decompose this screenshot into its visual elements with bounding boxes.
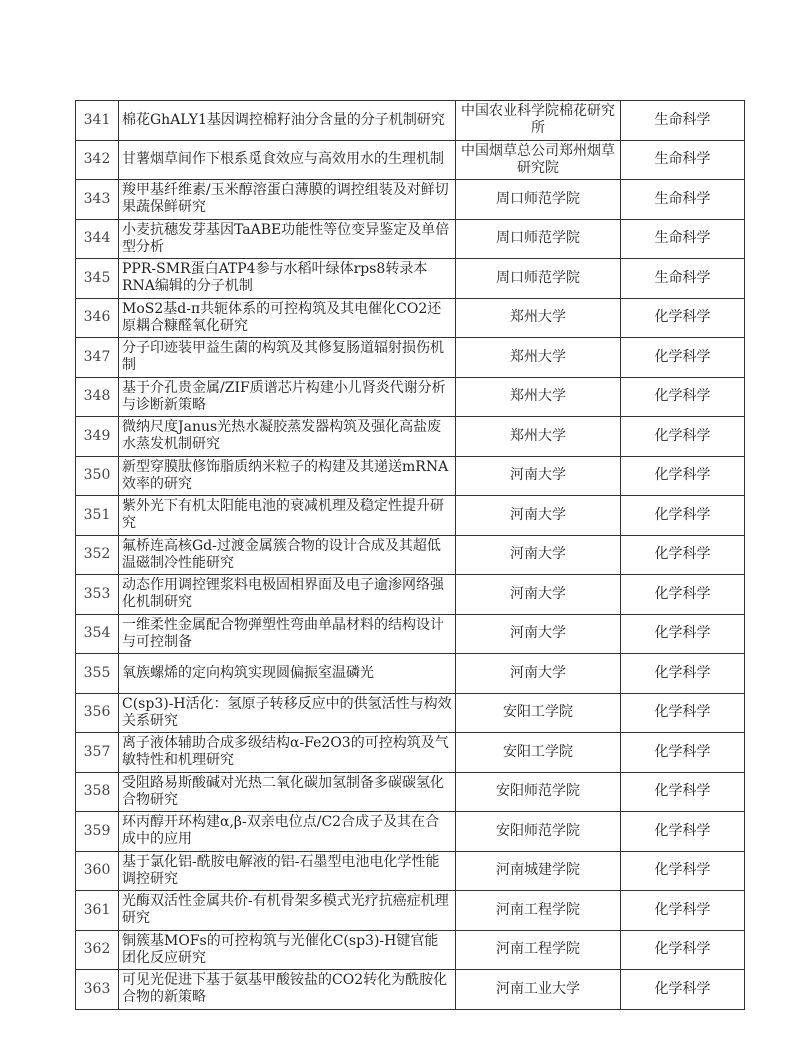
institution: 周口师范学院 (456, 180, 621, 220)
row-number: 347 (76, 338, 119, 378)
institution: 周口师范学院 (456, 259, 621, 299)
project-title: 甘薯烟草间作下根系觅食效应与高效用水的生理机制 (119, 140, 456, 180)
row-number: 360 (76, 851, 119, 891)
project-title: PPR-SMR蛋白ATP4参与水稻叶绿体rps8转录本RNA编辑的分子机制 (119, 259, 456, 299)
institution: 河南工业大学 (456, 970, 621, 1010)
discipline: 化学科学 (621, 338, 745, 378)
table-row (76, 733, 745, 773)
discipline: 化学科学 (621, 772, 745, 812)
table-row (76, 930, 745, 970)
discipline: 生命科学 (621, 140, 745, 180)
institution: 郑州大学 (456, 298, 621, 338)
discipline: 化学科学 (621, 693, 745, 733)
table-row (76, 377, 745, 417)
institution: 河南工程学院 (456, 891, 621, 931)
project-title: 一维柔性金属配合物弹塑性弯曲单晶材料的结构设计与可控制备 (119, 614, 456, 654)
table-body (76, 101, 745, 1010)
institution: 郑州大学 (456, 377, 621, 417)
table-row (76, 417, 745, 457)
row-number: 342 (76, 140, 119, 180)
discipline: 化学科学 (621, 733, 745, 773)
discipline: 生命科学 (621, 180, 745, 220)
row-number: 346 (76, 298, 119, 338)
institution: 中国烟草总公司郑州烟草研究院 (456, 140, 621, 180)
discipline: 化学科学 (621, 535, 745, 575)
row-number: 361 (76, 891, 119, 931)
row-number: 341 (76, 101, 119, 141)
institution: 中国农业科学院棉花研究所 (456, 101, 621, 141)
row-number: 352 (76, 535, 119, 575)
table-row (76, 891, 745, 931)
project-title: 棉花GhALY1基因调控棉籽油分含量的分子机制研究 (119, 101, 456, 141)
project-title: C(sp3)-H活化：氢原子转移反应中的供氢活性与构效关系研究 (119, 693, 456, 733)
project-title: 基于介孔贵金属/ZIF质谱芯片构建小儿肾炎代谢分析与诊断新策略 (119, 377, 456, 417)
discipline: 化学科学 (621, 851, 745, 891)
discipline: 化学科学 (621, 614, 745, 654)
institution: 河南工程学院 (456, 930, 621, 970)
table-row (76, 338, 745, 378)
project-title: 受阻路易斯酸碱对光热二氧化碳加氢制备多碳碳氢化合物研究 (119, 772, 456, 812)
project-title: 铜簇基MOFs的可控构筑与光催化C(sp3)-H键官能团化反应研究 (119, 930, 456, 970)
table-row (76, 298, 745, 338)
table-row (76, 654, 745, 694)
row-number: 359 (76, 812, 119, 852)
row-number: 354 (76, 614, 119, 654)
table-row (76, 180, 745, 220)
discipline: 生命科学 (621, 259, 745, 299)
project-title: 紫外光下有机太阳能电池的衰减机理及稳定性提升研究 (119, 496, 456, 536)
row-number: 350 (76, 456, 119, 496)
institution: 郑州大学 (456, 338, 621, 378)
project-title: 分子印迹装甲益生菌的构筑及其修复肠道辐射损伤机制 (119, 338, 456, 378)
table-row (76, 496, 745, 536)
discipline: 化学科学 (621, 496, 745, 536)
project-title: 基于氯化铝-酰胺电解液的铝-石墨型电池电化学性能调控研究 (119, 851, 456, 891)
table-row (76, 614, 745, 654)
table-row (76, 575, 745, 615)
institution: 河南大学 (456, 654, 621, 694)
discipline: 生命科学 (621, 219, 745, 259)
row-number: 348 (76, 377, 119, 417)
table-row (76, 259, 745, 299)
project-title: 微纳尺度Janus光热水凝胶蒸发器构筑及强化高盐废水蒸发机制研究 (119, 417, 456, 457)
discipline: 化学科学 (621, 930, 745, 970)
institution: 河南城建学院 (456, 851, 621, 891)
discipline: 化学科学 (621, 575, 745, 615)
table-row (76, 772, 745, 812)
table-row (76, 535, 745, 575)
table-row (76, 140, 745, 180)
institution: 河南大学 (456, 575, 621, 615)
institution: 安阳工学院 (456, 693, 621, 733)
discipline: 生命科学 (621, 101, 745, 141)
table-row (76, 693, 745, 733)
project-title: 新型穿膜肽修饰脂质纳米粒子的构建及其递送mRNA效率的研究 (119, 456, 456, 496)
table-row (76, 812, 745, 852)
table-row (76, 456, 745, 496)
discipline: 化学科学 (621, 812, 745, 852)
project-title: 羧甲基纤维素/玉米醇溶蛋白薄膜的调控组装及对鲜切果蔬保鲜研究 (119, 180, 456, 220)
table-row (76, 219, 745, 259)
discipline: 化学科学 (621, 417, 745, 457)
row-number: 344 (76, 219, 119, 259)
row-number: 355 (76, 654, 119, 694)
project-title: 可见光促进下基于氨基甲酸铵盐的CO2转化为酰胺化合物的新策略 (119, 970, 456, 1010)
row-number: 345 (76, 259, 119, 299)
project-title: 氟桥连高核Gd-过渡金属簇合物的设计合成及其超低温磁制冷性能研究 (119, 535, 456, 575)
project-title: 光酶双活性金属共价-有机骨架多模式光疗抗癌症机理研究 (119, 891, 456, 931)
discipline: 化学科学 (621, 456, 745, 496)
row-number: 353 (76, 575, 119, 615)
institution: 安阳师范学院 (456, 772, 621, 812)
institution: 河南大学 (456, 496, 621, 536)
project-title: 离子液体辅助合成多级结构α-Fe2O3的可控构筑及气敏特性和机理研究 (119, 733, 456, 773)
row-number: 349 (76, 417, 119, 457)
institution: 郑州大学 (456, 417, 621, 457)
institution: 河南大学 (456, 535, 621, 575)
discipline: 化学科学 (621, 298, 745, 338)
discipline: 化学科学 (621, 654, 745, 694)
institution: 周口师范学院 (456, 219, 621, 259)
discipline: 化学科学 (621, 891, 745, 931)
project-title: MoS2基d-π共轭体系的可控构筑及其电催化CO2还原耦合糠醛氧化研究 (119, 298, 456, 338)
institution: 河南大学 (456, 614, 621, 654)
table-row (76, 851, 745, 891)
institution: 河南大学 (456, 456, 621, 496)
project-title: 环丙醇开环构建α,β-双亲电位点/C2合成子及其在合成中的应用 (119, 812, 456, 852)
row-number: 362 (76, 930, 119, 970)
table-row (76, 970, 745, 1010)
project-title: 小麦抗穗发芽基因TaABE功能性等位变异鉴定及单倍型分析 (119, 219, 456, 259)
row-number: 356 (76, 693, 119, 733)
discipline: 化学科学 (621, 377, 745, 417)
project-title: 氧族螺烯的定向构筑实现圆偏振室温磷光 (119, 654, 456, 694)
row-number: 343 (76, 180, 119, 220)
row-number: 351 (76, 496, 119, 536)
row-number: 358 (76, 772, 119, 812)
project-list-table (75, 100, 745, 1010)
discipline: 化学科学 (621, 970, 745, 1010)
institution: 安阳师范学院 (456, 812, 621, 852)
row-number: 357 (76, 733, 119, 773)
project-title: 动态作用调控锂浆料电极固相界面及电子逾渗网络强化机制研究 (119, 575, 456, 615)
row-number: 363 (76, 970, 119, 1010)
table-row (76, 101, 745, 141)
institution: 安阳工学院 (456, 733, 621, 773)
